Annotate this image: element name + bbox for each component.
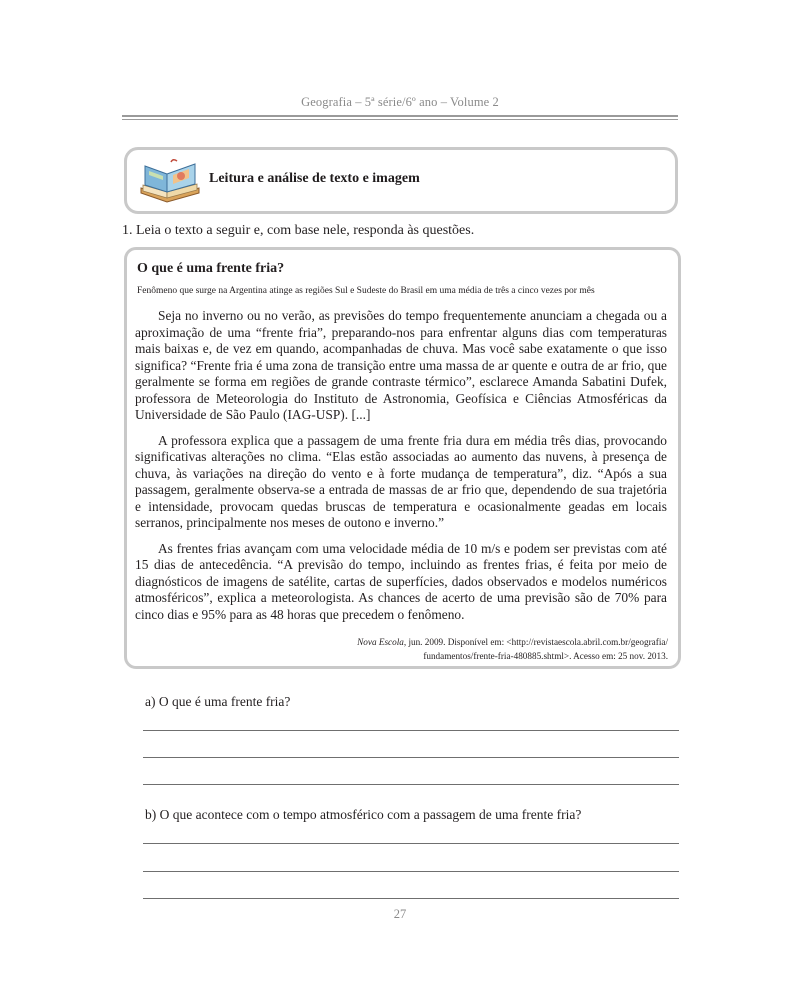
- question-b: b) O que acontece com o tempo atmosférico com a passagem de uma frente fria?: [145, 807, 582, 822]
- answer-line[interactable]: [143, 898, 679, 899]
- page-number: 27: [393, 907, 407, 921]
- citation-line: , jun. 2009. Disponível em: <http://revistaescola.abril.com.br/geografia/: [403, 637, 668, 647]
- answer-line[interactable]: [143, 871, 679, 872]
- section-title: Leitura e análise de texto e imagem: [209, 171, 420, 186]
- header-rule: [122, 115, 678, 117]
- article-box: [124, 247, 681, 669]
- citation-source: Nova Escola: [357, 637, 404, 647]
- running-header: Geografia – 5ª série/6º ano – Volume 2: [301, 95, 499, 109]
- article-subtitle: Fenômeno que surge na Argentina atinge as regiões Sul e Sudeste do Brasil em uma média de três a cinco vezes por mês: [137, 286, 595, 296]
- question-a: a) O que é uma frente fria?: [145, 694, 291, 709]
- section-banner: [124, 147, 678, 214]
- article-body: [135, 308, 667, 632]
- article-title: O que é uma frente fria?: [137, 261, 285, 276]
- article-paragraph: Seja no inverno ou no verão, as previsões do tempo frequentemente anunciam a chegada ou a aproximação de uma “frente fria”, preparando-nos para enfrentar alguns dias com temperaturas mais baixas e, de vez em quando, acompanhadas de chuva. Mas você sabe exatamente o que isso significa? “Frente fria é uma zona de transição entre uma massa de ar quente e outra de ar frio, que geralmente se forma em regiões de grande contraste térmico”, esclarece Amanda Sabatini Dufek, professora de Meteorologia do Instituto de Astronomia, Geofísica e Ciências Atmosféricas da Universidade de São Paulo (IAG-USP). [...]: [135, 308, 667, 422]
- answer-line[interactable]: [143, 730, 679, 731]
- book-icon: [137, 158, 203, 204]
- answer-line[interactable]: [143, 843, 679, 844]
- answer-line[interactable]: [143, 784, 679, 785]
- citation-line: fundamentos/frente-fria-480885.shtml>. Acesso em: 25 nov. 2013.: [423, 651, 668, 661]
- question-intro: 1. Leia o texto a seguir e, com base nele, responda às questões.: [122, 223, 475, 238]
- article-paragraph: A professora explica que a passagem de uma frente fria dura em média três dias, provocando significativas alterações no clima. “Elas estão associadas ao aumento das nuvens, à presença de chuva, às variações na direção do vento e à forte mudança de temperatura”, diz. “Após a sua passagem, geralmente observa-se a entrada de massas de ar frio que, dependendo de sua trajetória e intensidade, provocam quedas bruscas de temperatura e ocasionalmente geadas em locais serranos, principalmente nos meses de outono e inverno.”: [135, 432, 667, 530]
- article-paragraph: As frentes frias avançam com uma velocidade média de 10 m/s e podem ser previstas com até 15 dias de antecedência. “A previsão do tempo, incluindo as frentes frias, é feita por meio de diagnósticos de imagens de satélite, cartas de superfícies, dados observados e modelos numéricos atmosféricos”, explica a meteorologista. As chances de acerto de uma previsão são de 70% para cinco dias e 95% para as 48 horas que precedem o fenômeno.: [135, 540, 667, 622]
- answer-line[interactable]: [143, 757, 679, 758]
- header-rule: [122, 119, 678, 120]
- citation: [268, 635, 668, 663]
